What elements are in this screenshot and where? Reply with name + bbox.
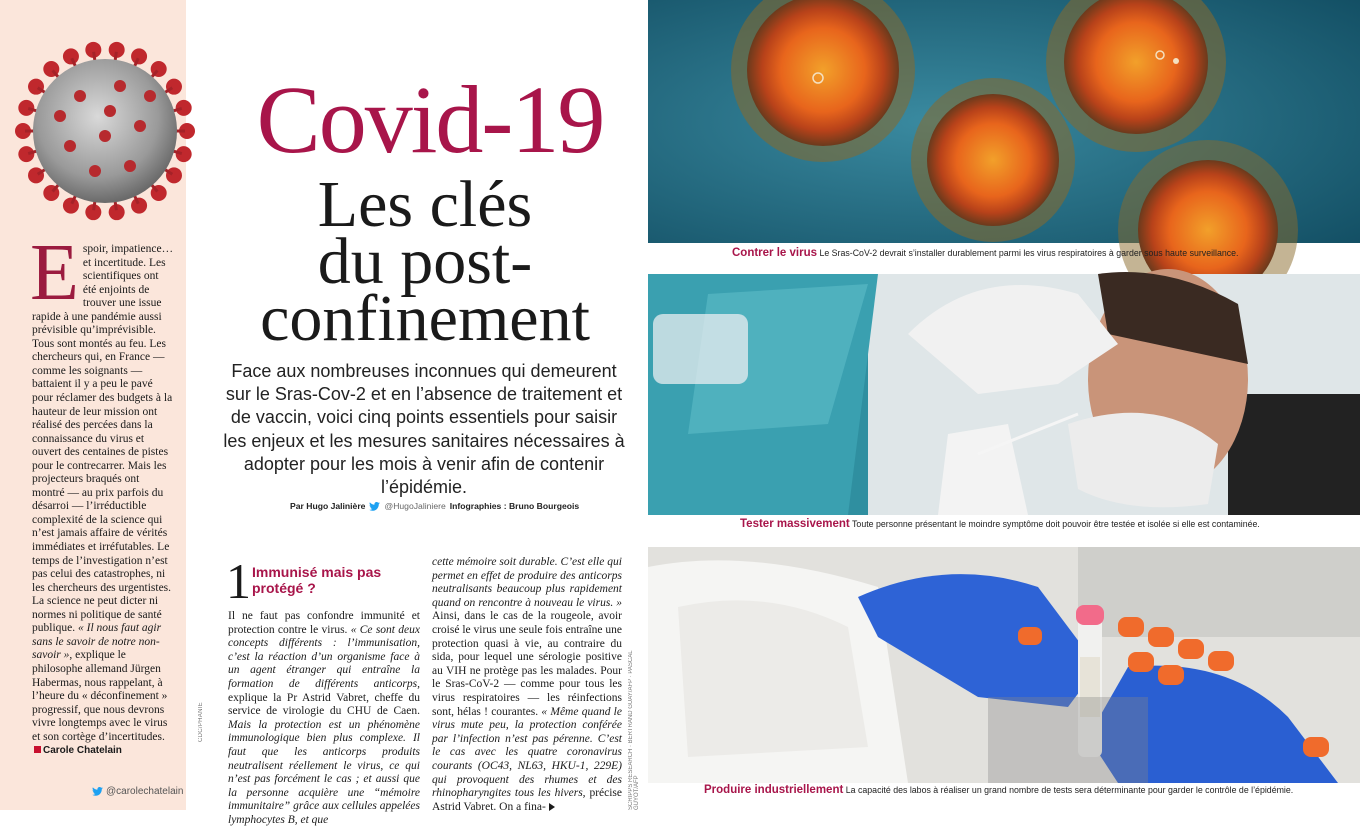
col1-quote-b: « Ce sont deux concepts différents : l’immunisation, c’est la réaction d’un organisme face à un agent étranger qui entraîne la formation de différents anticorps, — [228, 623, 421, 690]
photo-caption-1 — [732, 248, 1238, 259]
sidebar-twitter-handle: @carolechatelain — [106, 786, 184, 797]
byline-twitter-handle[interactable]: @HugoJaliniere — [384, 501, 446, 511]
section-title: Immunisé mais pas protégé ? — [252, 564, 382, 596]
col1-quote-d: Mais la protection est un phénomène immunologique bien plus complexe. Il faut que les anticorps produits neutralisent réellement le virus, ce qui n’est pas forcément le cas ; et aussi que la personne acquière une “mémoire immunitaire” grâce aux cellules appelées lymphocytes B, et que — [228, 718, 420, 826]
drop-cap: E — [30, 229, 79, 317]
editorial-sidebar — [0, 0, 186, 810]
caption-1-lead: Contrer le virus — [732, 247, 817, 259]
headline-line-1: Les clés — [317, 168, 533, 241]
article-column-2 — [432, 556, 622, 814]
sidebar-author: Carole Chatelain — [43, 745, 122, 757]
col2-text-d: précise Astrid Vabret. On a fina- — [432, 787, 623, 813]
photo-caption-3 — [704, 785, 1293, 796]
col2-text-b: Ainsi, dans le cas de la rougeole, avoir croisé le virus une seule fois entraîne une protection quasi à vie, au contraire du sida, pour lequel une sérologie positive au VIH ne protège pas les malades. Pour le Sras-CoV-2 — comme pour tous les virus respiratoires — les réinfections sont, hélas ! courantes. — [432, 610, 623, 718]
headline-title — [210, 168, 640, 355]
headline-block — [200, 66, 640, 355]
photo-caption-2 — [740, 519, 1260, 530]
article-column-1 — [228, 610, 420, 828]
caption-3-text: La capacité des labos à réaliser un grand nombre de tests sera déterminante pour garder le contrôle de l’épidémie. — [845, 785, 1294, 795]
headline-line-3: confinement — [260, 282, 590, 355]
byline — [290, 501, 579, 511]
caption-3-lead: Produire industriellement — [704, 784, 844, 796]
col2-quote-c: « Même quand le virus mute peu, la protection conférée par l’infection n’est pas pérenne. C’est le cas avec les quatre coronavirus courants (OC43, NL63, HKU-1, 229E) qui provoquent des rhumes et des rhinopharyngites tous les hivers, — [432, 705, 622, 800]
sidebar-body-intro: spoir, impatience… et incertitude. Les scientifiques ont été enjoints de trouver une issue rapide à une pandémie aussi prévisible qu’imprévisible. Tous sont montés au feu. Les chercheurs qui, en France — comme les soignants — battaient il y a peu le pavé pour réclamer des budgets à la hauteur de leur mission ont réalisé des percées dans la connaissance du virus et ouvert des centaines de pistes pour le contrecarrer. Mais les projecteurs braqués ont montré — au prix parfois du désarroi — l’irréductible complexité de la science qui n’est jamais affaire de vérités immédiates et irréfutables. Le temps de l’investigation n’est pas celui des catastrophes, ni les chercheurs des urgentistes. La science ne peut dicter ni normes ni politique de santé publique. — [32, 243, 174, 635]
byline-infographics: Infographies : Bruno Bourgeois — [449, 501, 580, 511]
sidebar-editorial-text — [30, 229, 174, 758]
author-square-icon — [34, 746, 41, 753]
photo-virus-micrograph — [648, 0, 1360, 243]
headline-line-2: du post- — [317, 225, 533, 298]
headline-kicker: Covid-19 — [256, 66, 604, 173]
col1-text-c: explique la Pr Astrid Vabret, cheffe du service de virologie du CHU de Caen. — [228, 691, 420, 718]
arrow-end-icon — [549, 803, 555, 811]
sidebar-twitter[interactable] — [92, 786, 183, 797]
caption-1-text: Le Sras-CoV-2 devrait s’installer durablement parmi les virus respiratoires à garder sous haute surveillance. — [819, 248, 1239, 258]
photo-lab-test-tubes — [648, 547, 1360, 783]
photo-nasal-swab-test — [648, 274, 1360, 515]
twitter-bird-icon — [369, 502, 380, 511]
byline-author: Par Hugo Jalinière — [290, 501, 366, 511]
photo-credits: SCRIPPS RESEARCH · BERTRAND GUAY/AFP · PASCAL GUYOT/AFP — [628, 650, 640, 810]
caption-2-text: Toute personne présentant le moindre symptôme doit pouvoir être testée et isolée si elle est contaminée. — [852, 519, 1260, 529]
caption-2-lead: Tester massivement — [740, 518, 850, 530]
sidebar-body-outro: , explique le philosophe allemand Jürgen Habermas, nous rappelant, à l’heure du « déconfinement » progressif, que nous devrons vivre longtemps avec le virus et son cortège d’incertitudes. — [32, 649, 168, 743]
standfirst: Face aux nombreuses inconnues qui demeurent sur le Sras-Cov-2 et en l’absence de traitement et de vaccin, voici cinq points essentiels pour saisir les enjeux et les mesures sanitaires nécessaires à adopter pour les mois à venir afin de contenir l’épidémie. — [223, 361, 625, 498]
sidebar-quote: « Il nous faut agir sans le savoir de notre non-savoir » — [32, 622, 162, 662]
sidebar-image-credit: CDC/PHANIE — [198, 702, 204, 743]
twitter-bird-icon — [92, 787, 103, 796]
coronavirus-illustration — [10, 36, 200, 226]
section-number: 1 — [226, 553, 251, 609]
col1-text-a: Il ne faut pas confondre immunité et protection contre le virus. — [228, 610, 420, 636]
col2-quote-a: cette mémoire soit durable. C’est elle qui permet en effet de produire des anticorps neutralisants beaucoup plus rapidement quand on rencontre à nouveau le virus. » — [432, 556, 622, 609]
